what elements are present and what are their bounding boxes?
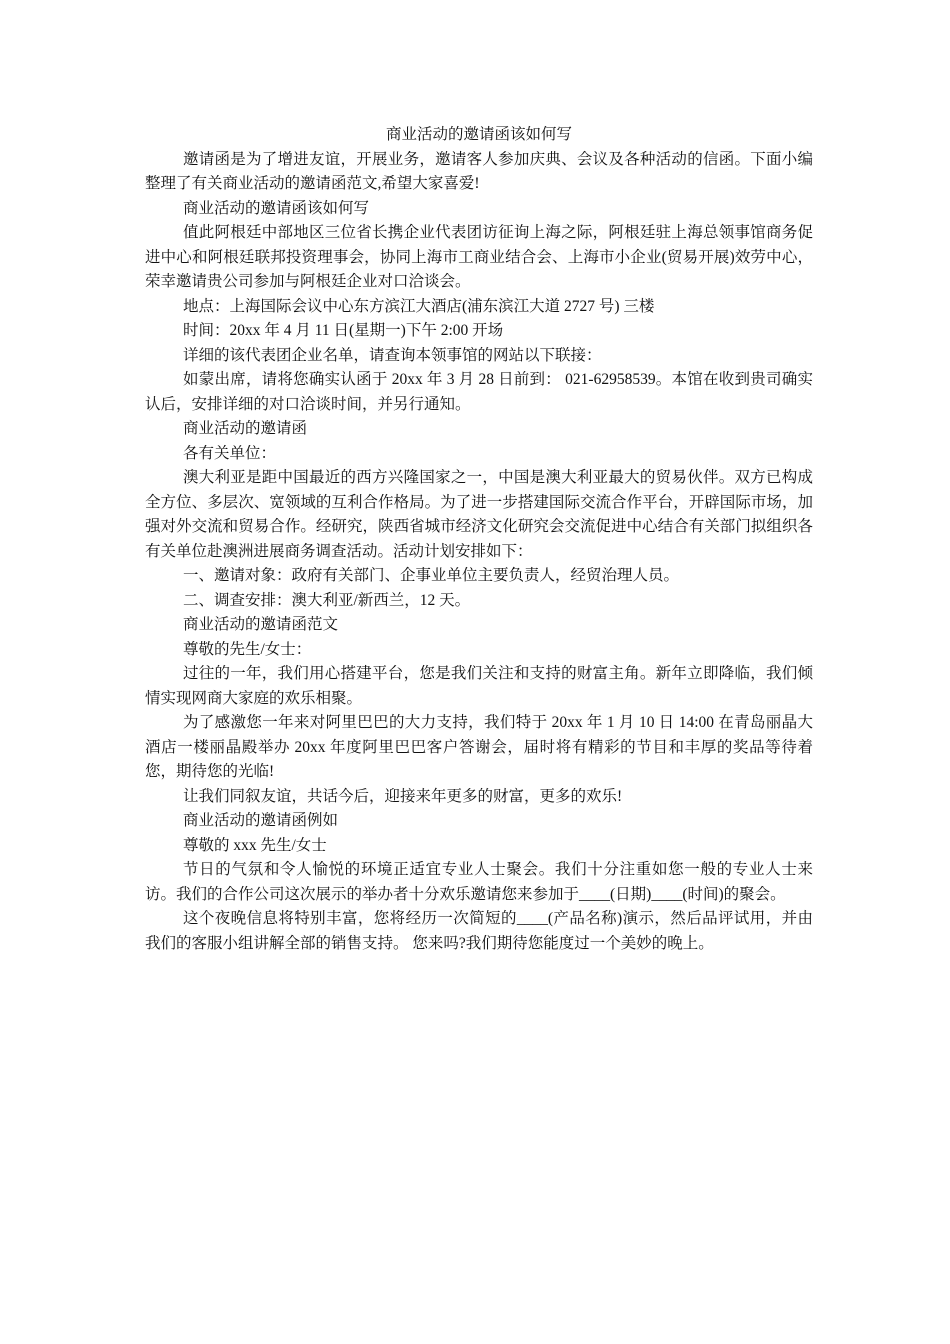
paragraph-time: 时间：20xx 年 4 月 11 日(星期一)下午 2:00 开场 — [182, 322, 504, 339]
paragraph: 澳大利亚是距中国最近的西方兴隆国家之一，中国是澳大利亚最大的贸易伙伴。双方已构成全方位、多层次、宽领域的互利合作格局。为了进一步搭建国际交流合作平台，开辟国际市场，加强对外交流和贸易合作。经研究，陕西省城市经济文化研究会交流促进中心结合有关部门拟组织各有关单位赴澳洲进展商务调查活动。活动计划安排如下： — [145, 469, 813, 560]
paragraph: 值此阿根廷中部地区三位省长携企业代表团访征询上海之际，阿根廷驻上海总领事馆商务促进中心和阿根廷联邦投资理事会，协同上海市工商业结合会、上海市小企业(贸易开展)效劳中心，荣幸邀请贵公司参加与阿根廷企业对口洽谈会。 — [145, 224, 813, 290]
document-page — [145, 123, 813, 956]
paragraph-intro: 邀请函是为了增进友谊，开展业务，邀请客人参加庆典、会议及各种活动的信函。下面小编整理了有关商业活动的邀请函范文,希望大家喜爱! — [145, 150, 813, 192]
salutation: 尊敬的先生/女士： — [182, 640, 312, 658]
list-item: 二、调查安排：澳大利亚/新西兰，12 天。 — [182, 591, 471, 609]
list-item: 一、邀请对象：政府有关部门、企事业单位主要负责人，经贸治理人员。 — [182, 567, 679, 584]
paragraph: 过往的一年，我们用心搭建平台，您是我们关注和支持的财富主角。新年立即降临，我们倾情实现网商大家庭的欢乐相聚。 — [145, 665, 813, 707]
section-heading: 商业活动的邀请函 — [182, 420, 307, 437]
document-title: 商业活动的邀请函该如何写 — [385, 126, 572, 143]
paragraph-location: 地点：上海国际会议中心东方滨江大酒店(浦东滨江大道 2727 号) 三楼 — [182, 297, 655, 315]
paragraph: 让我们同叙友谊，共话今后，迎接来年更多的财富，更多的欢乐! — [182, 787, 623, 805]
paragraph: 详细的该代表团企业名单，请查询本领事馆的网站以下联接： — [182, 346, 602, 364]
paragraph: 为了感激您一年来对阿里巴巴的大力支持，我们特于 20xx 年 1 月 10 日 14:00 在青岛丽晶大酒店一楼丽晶殿举办 20xx 年度阿里巴巴客户答谢会，届时将有精彩的节目和丰厚的奖品等待着您，期待您的光临! — [145, 714, 813, 780]
paragraph: 如蒙出席，请将您确实认函于 20xx 年 3 月 28 日前到： 021-62958539。本馆在收到贵司确实认后，安排详细的对口洽谈时间，并另行通知。 — [145, 371, 813, 413]
section-heading: 商业活动的邀请函范文 — [182, 616, 338, 633]
salutation: 各有关单位： — [182, 444, 276, 462]
salutation: 尊敬的 xxx 先生/女士 — [182, 836, 327, 854]
section-heading: 商业活动的邀请函例如 — [182, 812, 338, 829]
paragraph: 这个夜晚信息将特别丰富，您将经历一次简短的____(产品名称)演示，然后品评试用，并由我们的客服小组讲解全部的销售支持。 您来吗?我们期待您能度过一个美妙的晚上。 — [145, 910, 813, 952]
section-heading: 商业活动的邀请函该如何写 — [182, 199, 369, 217]
paragraph: 节日的气氛和令人愉悦的环境正适宜专业人士聚会。我们十分注重如您一般的专业人士来访。我们的合作公司这次展示的举办者十分欢乐邀请您来参加于____(日期)____(时间)的聚会。 — [145, 861, 813, 903]
